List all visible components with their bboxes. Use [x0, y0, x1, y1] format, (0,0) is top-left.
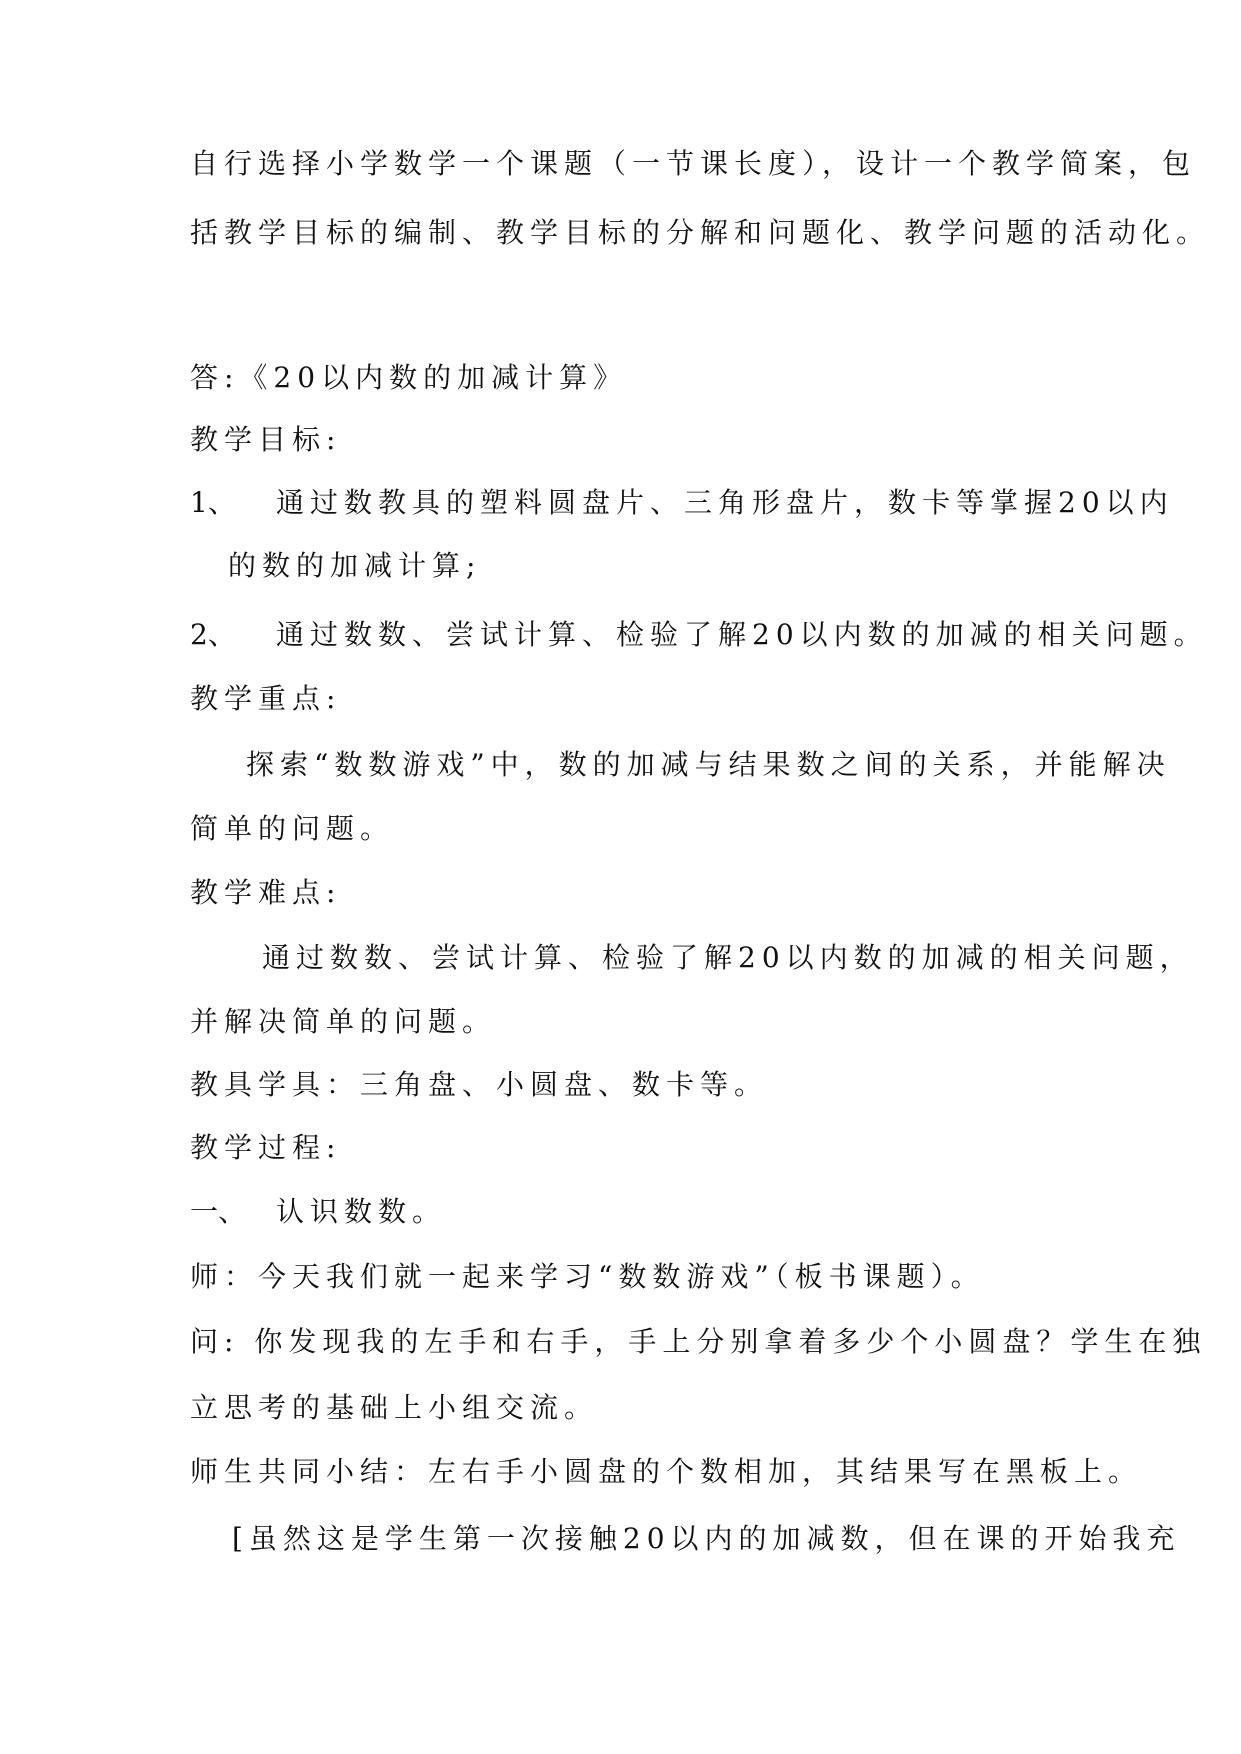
- prompt-line-1: 自行选择小学数学一个课题（一节课长度），设计一个教学简案，包: [190, 147, 1197, 180]
- objective-1-text-continued: 的数的加减计算;: [228, 549, 482, 582]
- summary-line: 师生共同小结：左右手小圆盘的个数相加，其结果写在黑板上。: [190, 1455, 1143, 1488]
- objective-2-text: 通过数数、尝试计算、检验了解20以内数的加减的相关问题。: [276, 618, 1208, 651]
- tools-text: 教具学具：三角盘、小圆盘、数卡等。: [190, 1068, 769, 1101]
- prompt-line-2: 括教学目标的编制、教学目标的分解和问题化、教学问题的活动化。: [190, 216, 1211, 249]
- objective-1-text: 通过数教具的塑料圆盘片、三角形盘片，数卡等掌握20以内: [276, 486, 1174, 519]
- objectives-heading: 教学目标:: [190, 423, 342, 456]
- key-points-line-1: 探索“数数游戏”中，数的加减与结果数之间的关系，并能解决: [246, 748, 1171, 781]
- key-points-heading: 教学重点:: [190, 682, 342, 715]
- objective-2-number: 2、: [190, 618, 236, 651]
- objective-1-number: 1、: [190, 486, 236, 519]
- step-1-text: 认识数数。: [276, 1195, 447, 1228]
- note-line: [虽然这是学生第一次接触20以内的加减数，但在课的开始我充: [232, 1522, 1181, 1555]
- key-points-line-2: 简单的问题。: [190, 812, 395, 845]
- process-heading: 教学过程:: [190, 1131, 342, 1164]
- difficulties-line-1: 通过数数、尝试计算、检验了解20以内数的加减的相关问题，: [262, 941, 1194, 974]
- step-1-number: 一、: [190, 1195, 247, 1228]
- question-line-2: 立思考的基础上小组交流。: [190, 1391, 599, 1424]
- question-line-1: 问: 你发现我的左手和右手，手上分别拿着多少个小圆盘？学生在独: [190, 1325, 1207, 1358]
- answer-title: 答:《20以内数的加减计算》: [190, 361, 628, 394]
- teacher-line: 师：今天我们就一起来学习“数数游戏”（板书课题）。: [190, 1260, 985, 1293]
- difficulties-heading: 教学难点:: [190, 876, 342, 909]
- difficulties-line-2: 并解决简单的问题。: [190, 1005, 497, 1038]
